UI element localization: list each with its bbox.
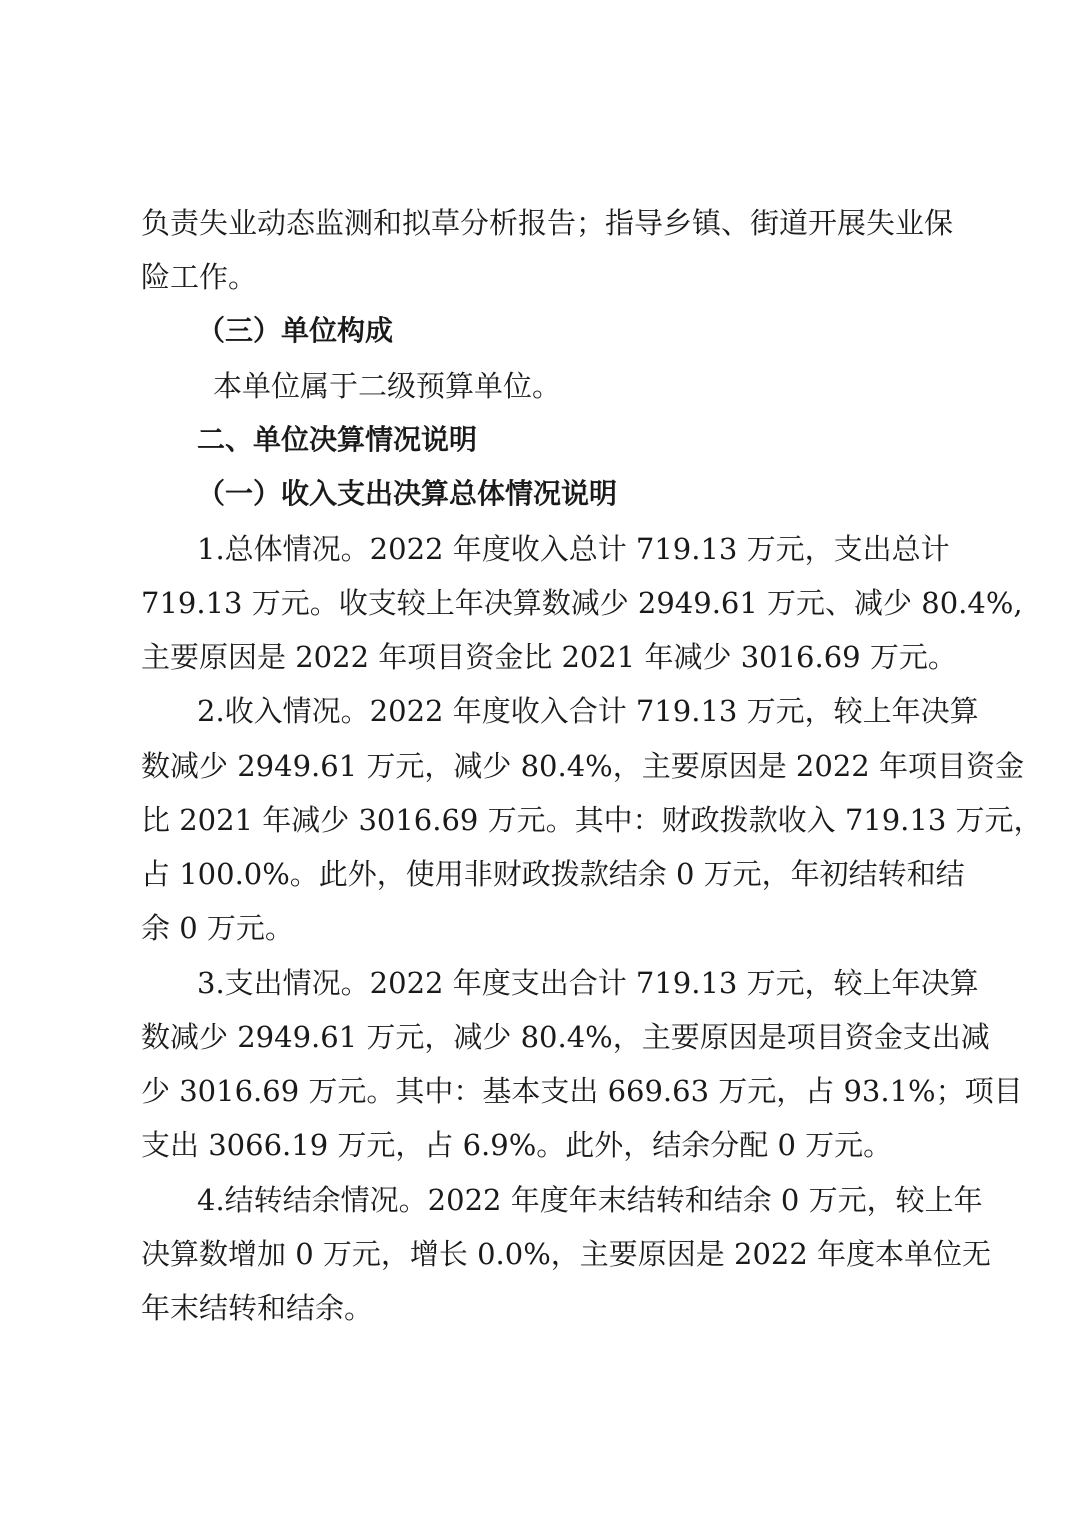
paragraph-line: 4.结转结余情况。2022 年度年末结转和结余 0 万元，较上年 xyxy=(197,1183,983,1217)
paragraph-line: 比 2021 年减少 3016.69 万元。其中：财政拨款收入 719.13 万元， xyxy=(141,803,1043,837)
paragraph-line: 1.总体情况。2022 年度收入总计 719.13 万元，支出总计 xyxy=(197,532,950,566)
section-heading: （三）单位构成 xyxy=(197,314,394,347)
paragraph-line: 3.支出情况。2022 年度支出合计 719.13 万元，较上年决算 xyxy=(197,966,979,1000)
paragraph-line: 支出 3066.19 万元，占 6.9%。此外，结余分配 0 万元。 xyxy=(141,1128,893,1162)
paragraph-line: 数减少 2949.61 万元，减少 80.4%，主要原因是项目资金支出减 xyxy=(141,1020,990,1054)
paragraph-line: 数减少 2949.61 万元，减少 80.4%，主要原因是 2022 年项目资金 xyxy=(141,749,1024,783)
paragraph-line: 险工作。 xyxy=(141,260,258,294)
paragraph-line: 少 3016.69 万元。其中：基本支出 669.63 万元，占 93.1%；项目 xyxy=(141,1074,1023,1108)
paragraph-line: 决算数增加 0 万元，增长 0.0%，主要原因是 2022 年度本单位无 xyxy=(141,1237,992,1271)
paragraph-line: 年末结转和结余。 xyxy=(141,1291,374,1325)
paragraph-line: 本单位属于二级预算单位。 xyxy=(213,369,562,403)
section-heading: （一）收入支出决算总体情况说明 xyxy=(197,477,618,510)
section-heading: 二、单位决算情况说明 xyxy=(197,423,478,456)
paragraph-line: 余 0 万元。 xyxy=(141,911,294,945)
paragraph-line: 负责失业动态监测和拟草分析报告；指导乡镇、街道开展失业保 xyxy=(141,206,954,240)
paragraph-line: 占 100.0%。此外，使用非财政拨款结余 0 万元，年初结转和结 xyxy=(141,857,965,891)
paragraph-line: 2.收入情况。2022 年度收入合计 719.13 万元，较上年决算 xyxy=(197,694,979,728)
paragraph-line: 719.13 万元。收支较上年决算数减少 2949.61 万元、减少 80.4%, xyxy=(141,586,1023,620)
paragraph-line: 主要原因是 2022 年项目资金比 2021 年减少 3016.69 万元。 xyxy=(141,640,957,674)
